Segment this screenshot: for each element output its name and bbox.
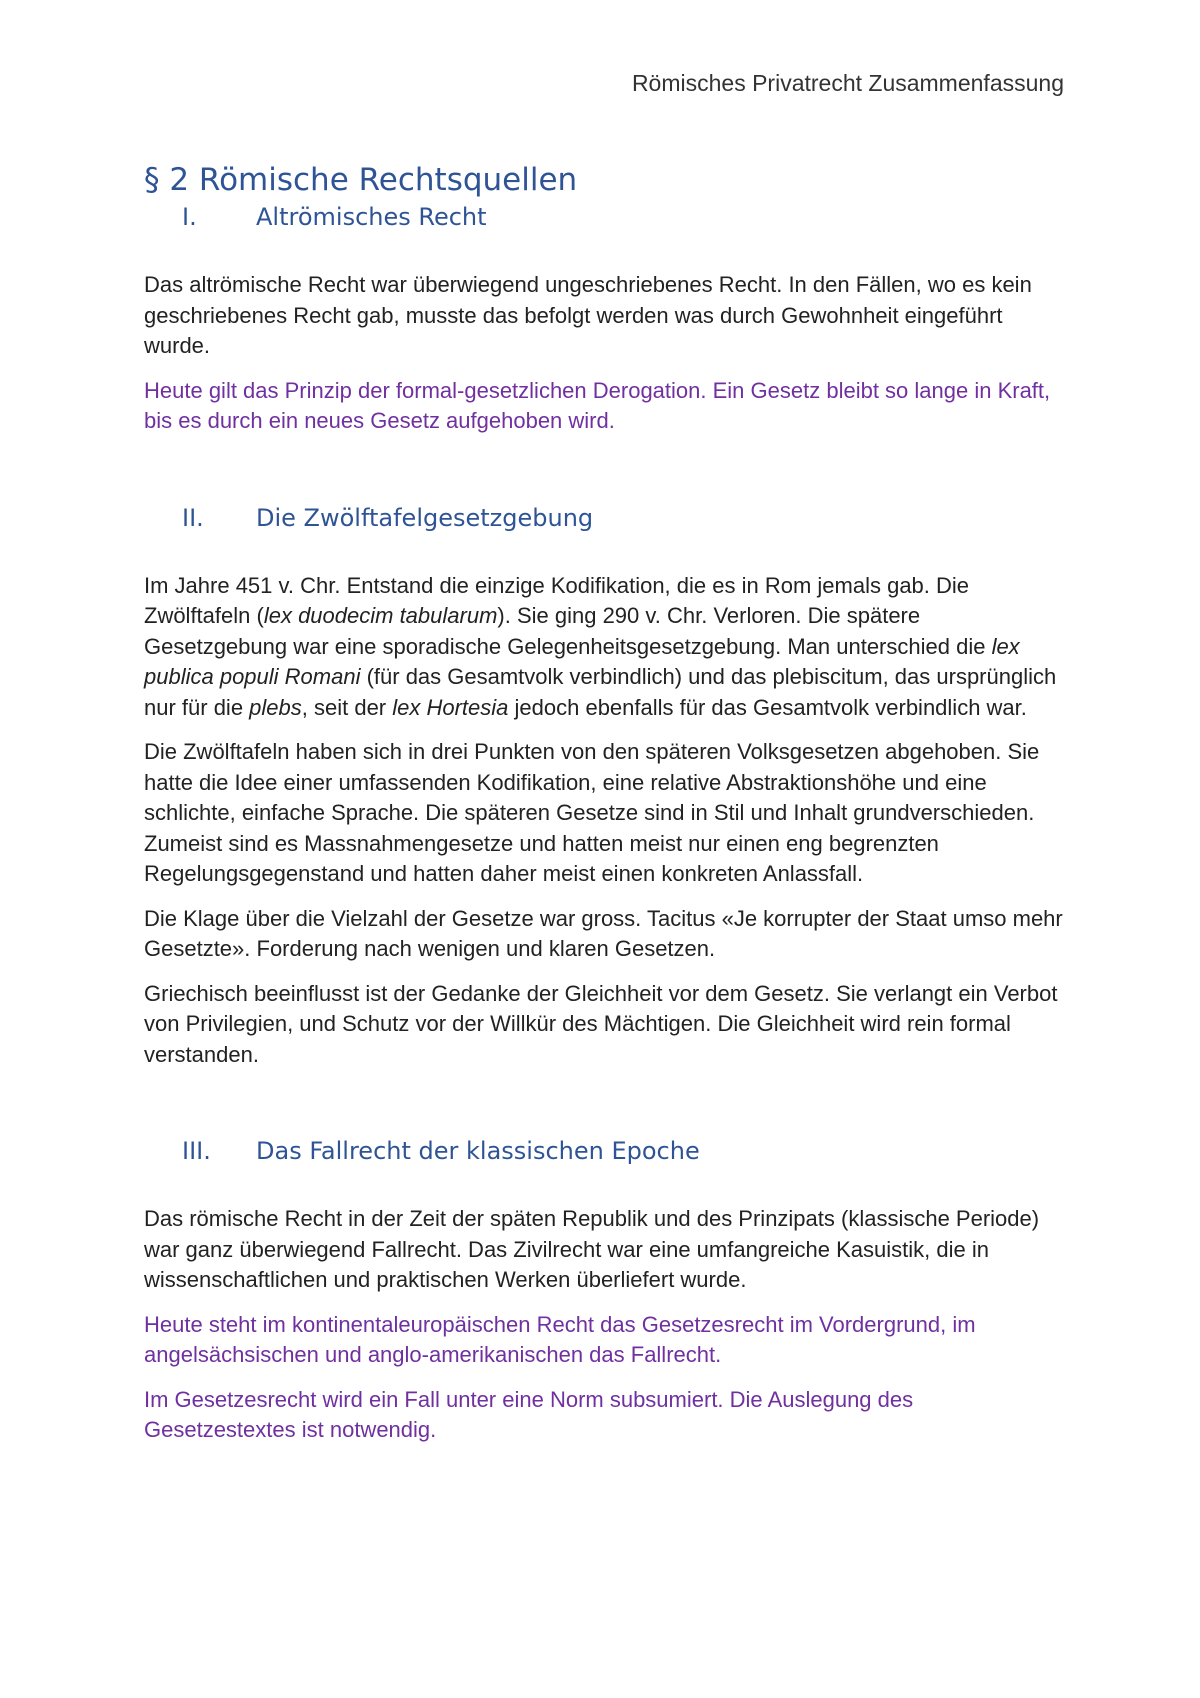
text-run: ). Sie ging 290 v. Chr. Verloren. Die spätere Gesetzgebung war eine sporadische Gelegenheitsgesetzgebung. Man unterschied die bbox=[144, 603, 992, 659]
text-run: jedoch ebenfalls für das Gesamtvolk verbindlich war. bbox=[508, 694, 1027, 720]
section-number: II. bbox=[182, 503, 204, 532]
section-heading bbox=[144, 200, 1064, 234]
running-header: Römisches Privatrecht Zusammenfassung bbox=[631, 70, 1064, 96]
latin-term: lex Hortesia bbox=[392, 694, 509, 720]
paragraph bbox=[144, 571, 1064, 724]
paragraph: Das altrömische Recht war überwiegend ungeschriebenes Recht. In den Fällen, wo es kein geschriebenes Recht gab, musste das befolgt werden was durch Gewohnheit eingeführt wurde. bbox=[144, 272, 1032, 358]
section-3 bbox=[144, 1134, 1064, 1446]
section-heading bbox=[144, 501, 1064, 535]
section-title: Die Zwölftafelgesetzgebung bbox=[256, 503, 594, 532]
document-title: § 2 Römische Rechtsquellen bbox=[144, 162, 578, 198]
paragraph: Das römische Recht in der Zeit der späten Republik und des Prinzipats (klassische Periode) war ganz überwiegend Fallrecht. Das Zivilrecht war eine umfangreiche Kasuistik, die in wissenschaftlichen und praktischen Werken überliefert wurde. bbox=[144, 1206, 1040, 1292]
document-content bbox=[144, 160, 1064, 1460]
note-paragraph: Heute gilt das Prinzip der formal-gesetzlichen Derogation. Ein Gesetz bleibt so lange in Kraft, bis es durch ein neues Gesetz aufgehoben wird. bbox=[144, 377, 1051, 433]
text-run: (für das Gesamtvolk verbindlich) und das plebiscitum, das ursprünglich nur für die bbox=[144, 664, 1057, 720]
text-run: , seit der bbox=[301, 694, 393, 720]
paragraph: Die Zwölftafeln haben sich in drei Punkten von den späteren Volksgesetzen abgehoben. Sie hatte die Idee einer umfassenden Kodifikation, eine relative Abstraktionshöhe und eine schlichte, einfache Sprache. Die späteren Gesetze sind in Stil und Inhalt grundverschieden. Zumeist sind es Massnahmengesetze und hatten meist nur einen eng begrenzten Regelungsgegenstand und hatten daher meist einen konkreten Anlassfall. bbox=[144, 739, 1040, 886]
text-run: Im Jahre 451 v. Chr. Entstand die einzige Kodifikation, die es in Rom jemals gab. Die Zwölftafeln ( bbox=[144, 572, 970, 628]
note-paragraph: Im Gesetzesrecht wird ein Fall unter eine Norm subsumiert. Die Auslegung des Gesetzestextes ist notwendig. bbox=[144, 1386, 914, 1442]
paragraph: Die Klage über die Vielzahl der Gesetze war gross. Tacitus «Je korrupter der Staat umso mehr Gesetzte». Forderung nach wenigen und klaren Gesetzen. bbox=[144, 905, 1063, 961]
section-title: Das Fallrecht der klassischen Epoche bbox=[256, 1137, 700, 1165]
section-heading bbox=[144, 1134, 1064, 1168]
latin-term: plebs bbox=[249, 694, 302, 720]
section-1 bbox=[144, 200, 1064, 437]
latin-term: lex publica populi Romani bbox=[144, 633, 1020, 689]
section-2 bbox=[144, 501, 1064, 1071]
section-number: I. bbox=[182, 203, 197, 231]
note-paragraph: Heute steht im kontinentaleuropäischen Recht das Gesetzesrecht im Vordergrund, im angelsächsischen und anglo-amerikanischen das Fallrecht. bbox=[144, 1311, 976, 1367]
section-number: III. bbox=[182, 1137, 211, 1165]
paragraph: Griechisch beeinflusst ist der Gedanke der Gleichheit vor dem Gesetz. Sie verlangt ein Verbot von Privilegien, und Schutz vor der Willkür des Mächtigen. Die Gleichheit wird rein formal verstanden. bbox=[144, 980, 1058, 1067]
latin-term: lex duodecim tabularum bbox=[263, 603, 498, 628]
section-title: Altrömisches Recht bbox=[256, 203, 487, 231]
